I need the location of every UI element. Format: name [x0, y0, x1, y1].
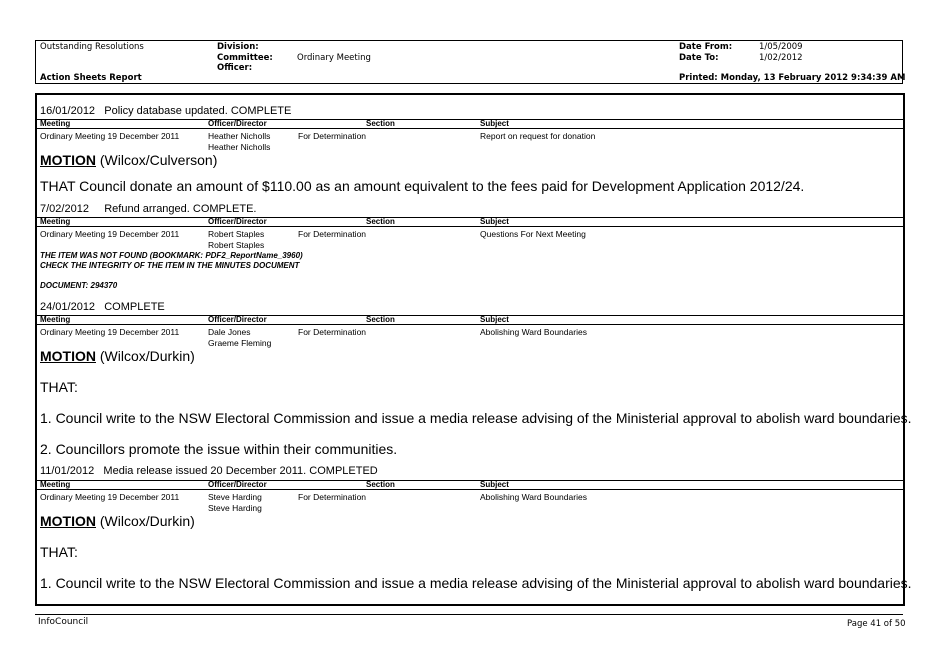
date-from-label: Date From: [679, 42, 733, 52]
col-subject: Subject [480, 119, 509, 128]
report-name: Outstanding Resolutions [40, 42, 144, 52]
section-cell: For Determination [298, 131, 367, 141]
footer-app-name: InfoCouncil [38, 617, 89, 627]
resolution-point: 1. Council write to the NSW Electoral Commission and issue a media release advising of the Ministerial approval to abolish ward boundaries. [40, 410, 912, 426]
status-line [40, 203, 256, 215]
column-header-row [37, 119, 903, 129]
date-from-value: 1/05/2009 [759, 42, 803, 52]
col-section: Section [366, 119, 395, 128]
col-officer: Officer/Director [208, 480, 267, 489]
col-meeting: Meeting [40, 480, 71, 489]
status-text: Refund arranged. COMPLETE. [104, 203, 257, 215]
col-section: Section [366, 480, 395, 489]
officer-cell: Robert Staples [208, 229, 265, 239]
division-label: Division: [217, 42, 259, 52]
report-header [35, 40, 906, 84]
motion-movers: (Wilcox/Culverson) [99, 152, 218, 168]
resolution-point: 2. Councillors promote the issue within their communities. [40, 441, 398, 457]
date-to-value: 1/02/2012 [759, 53, 803, 63]
director-cell: Heather Nicholls [208, 142, 271, 152]
col-subject: Subject [480, 315, 509, 324]
section-cell: For Determination [298, 229, 367, 239]
status-line [40, 465, 378, 477]
col-meeting: Meeting [40, 315, 71, 324]
col-meeting: Meeting [40, 119, 71, 128]
section-cell: For Determination [298, 492, 367, 502]
subject-cell: Abolishing Ward Boundaries [480, 492, 587, 502]
officer-cell: Heather Nicholls [208, 131, 271, 141]
motion-heading [40, 152, 217, 168]
column-header-row [37, 217, 903, 227]
motion-heading [40, 348, 195, 364]
status-text: Media release issued 20 December 2011. COMPLETED [103, 465, 378, 477]
status-date: 11/01/2012 [40, 465, 95, 477]
meeting-cell: Ordinary Meeting 19 December 2011 [40, 492, 180, 502]
status-date: 7/02/2012 [40, 203, 89, 215]
status-date: 16/01/2012 [40, 105, 96, 117]
status-line [40, 105, 291, 117]
document-number: DOCUMENT: 294370 [40, 281, 118, 290]
column-header-row [37, 315, 903, 325]
meeting-cell: Ordinary Meeting 19 December 2011 [40, 131, 180, 141]
printed-label: Printed: [679, 73, 718, 83]
director-cell: Robert Staples [208, 240, 265, 250]
col-section: Section [366, 217, 395, 226]
column-header-row [37, 480, 903, 490]
col-meeting: Meeting [40, 217, 71, 226]
col-officer: Officer/Director [208, 119, 267, 128]
report-body [35, 93, 912, 606]
motion-word: MOTION [40, 348, 96, 364]
section-cell: For Determination [298, 327, 367, 337]
page-number: Page 41 of 50 [847, 619, 906, 629]
officer-label: Officer: [217, 63, 253, 73]
director-cell: Steve Harding [208, 503, 262, 513]
printed-line [679, 73, 905, 83]
col-officer: Officer/Director [208, 315, 267, 324]
motion-movers: (Wilcox/Durkin) [99, 513, 195, 529]
col-officer: Officer/Director [208, 217, 267, 226]
warning-line: THE ITEM WAS NOT FOUND (BOOKMARK: PDF2_ReportName_3960) [40, 251, 303, 260]
status-line [40, 301, 165, 313]
officer-cell: Dale Jones [208, 327, 251, 337]
col-subject: Subject [480, 217, 509, 226]
resolution-point: 1. Council write to the NSW Electoral Commission and issue a media release advising of the Ministerial approval to abolish ward boundaries. [40, 575, 912, 591]
resolution-text: THAT Council donate an amount of $110.00 as an amount equivalent to the fees paid for Development Application 2012/24. [40, 178, 805, 194]
motion-word: MOTION [40, 152, 96, 168]
officer-cell: Steve Harding [208, 492, 262, 502]
col-subject: Subject [480, 480, 509, 489]
that-heading: THAT: [40, 544, 78, 560]
committee-value: Ordinary Meeting [297, 53, 371, 63]
subject-cell: Abolishing Ward Boundaries [480, 327, 587, 337]
subject-cell: Report on request for donation [480, 131, 596, 141]
subject-cell: Questions For Next Meeting [480, 229, 586, 239]
footer-rule [35, 614, 903, 615]
col-section: Section [366, 315, 395, 324]
director-cell: Graeme Fleming [208, 338, 272, 348]
meeting-cell: Ordinary Meeting 19 December 2011 [40, 327, 180, 337]
report-type: Action Sheets Report [40, 73, 142, 83]
date-to-label: Date To: [679, 53, 719, 63]
status-text: COMPLETE [104, 301, 165, 313]
motion-movers: (Wilcox/Durkin) [99, 348, 195, 364]
warning-line: CHECK THE INTEGRITY OF THE ITEM IN THE MINUTES DOCUMENT [40, 261, 300, 270]
motion-word: MOTION [40, 513, 96, 529]
status-date: 24/01/2012 [40, 301, 96, 313]
meeting-cell: Ordinary Meeting 19 December 2011 [40, 229, 180, 239]
printed-value: Monday, 13 February 2012 9:34:39 AM [720, 73, 906, 83]
that-heading: THAT: [40, 379, 78, 395]
status-text: Policy database updated. COMPLETE [104, 105, 292, 117]
motion-heading [40, 513, 195, 529]
committee-label: Committee: [217, 53, 273, 63]
